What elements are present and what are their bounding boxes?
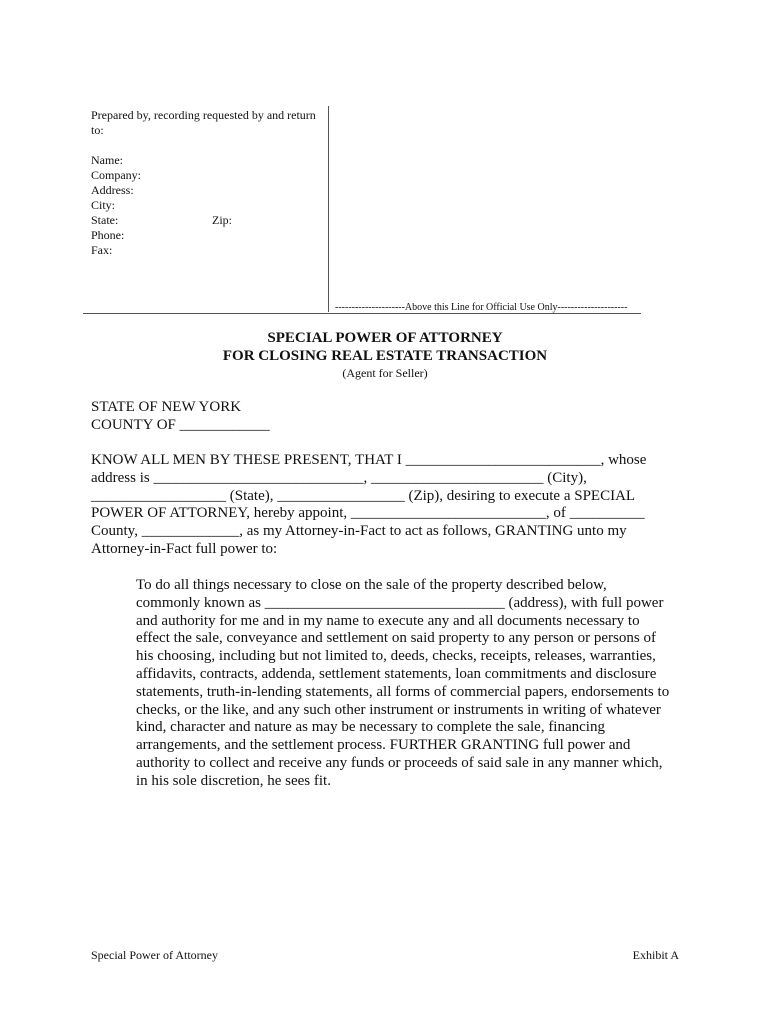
state-field-label: State:: [91, 213, 119, 227]
paragraph-line: his choosing, including but not limited to, deeds, checks, receipts, releases, warranties,: [136, 648, 656, 665]
footer-document-name: Special Power of Attorney: [91, 948, 218, 962]
paragraph-line: and authority for me and in my name to execute any and all documents necessary to: [136, 612, 640, 629]
official-use-line: ---------------------Above this Line for Official Use Only---------------------: [335, 302, 628, 313]
document-title-line2: FOR CLOSING REAL ESTATE TRANSACTION: [222, 348, 548, 364]
county-of-line: COUNTY OF ____________: [91, 417, 270, 433]
paragraph-line: authority to collect and receive any funds or proceeds of said sale in any manner which,: [136, 754, 663, 771]
jurisdiction-block: [91, 398, 270, 434]
paragraph-line: To do all things necessary to close on the sale of the property described below,: [136, 577, 607, 593]
zip-field-label: Zip:: [212, 213, 232, 227]
vertical-divider: [328, 106, 329, 312]
paragraph-line: statements, truth-in-lending statements, all forms of commercial papers, endorsements to: [136, 683, 670, 700]
fax-field-label: Fax:: [91, 243, 113, 257]
paragraph-line: address is ____________________________, _______________________ (City),: [91, 469, 587, 486]
horizontal-divider: [83, 313, 641, 314]
paragraph-line: POWER OF ATTORNEY, hereby appoint, __________________________, of __________: [91, 505, 645, 522]
state-of-line: STATE OF NEW YORK: [91, 399, 242, 415]
powers-paragraph: [136, 577, 696, 791]
prepared-by-label: Prepared by, recording requested by and return to:: [91, 108, 316, 137]
paragraph-line: KNOW ALL MEN BY THESE PRESENT, THAT I __________________________, whose: [91, 452, 647, 468]
paragraph-line: in his sole discretion, he sees fit.: [136, 772, 331, 789]
paragraph-line: County, _____________, as my Attorney-in-Fact to act as follows, GRANTING unto my: [91, 523, 627, 540]
paragraph-line: __________________ (State), _________________ (Zip), desiring to execute a SPECIAL: [91, 487, 636, 504]
paragraph-line: checks, or the like, and any such other instrument or instruments in writing of whatever: [136, 701, 661, 718]
state-zip-row: [91, 213, 321, 228]
paragraph-line: kind, character and nature as may be necessary to complete the sale, financing: [136, 719, 605, 736]
recording-block: [91, 108, 321, 258]
paragraph-line: commonly known as ________________________________ (address), with full power: [136, 594, 664, 611]
grant-paragraph: [91, 452, 691, 559]
phone-field-label: Phone:: [91, 228, 125, 242]
paragraph-line: effect the sale, conveyance and settlement on said property to any person or persons of: [136, 630, 656, 647]
company-field-label: Company:: [91, 168, 141, 182]
document-subtitle: (Agent for Seller): [342, 366, 428, 380]
paragraph-line: Attorney-in-Fact full power to:: [91, 540, 278, 557]
footer-exhibit-label: Exhibit A: [632, 948, 679, 962]
address-field-label: Address:: [91, 183, 134, 197]
paragraph-line: arrangements, and the settlement process. FURTHER GRANTING full power and: [136, 737, 631, 754]
document-title-line1: SPECIAL POWER OF ATTORNEY: [267, 330, 503, 346]
paragraph-line: affidavits, contracts, addenda, settlement statements, loan commitments and disclosure: [136, 665, 657, 682]
city-field-label: City:: [91, 198, 116, 212]
name-field-label: Name:: [91, 153, 123, 167]
